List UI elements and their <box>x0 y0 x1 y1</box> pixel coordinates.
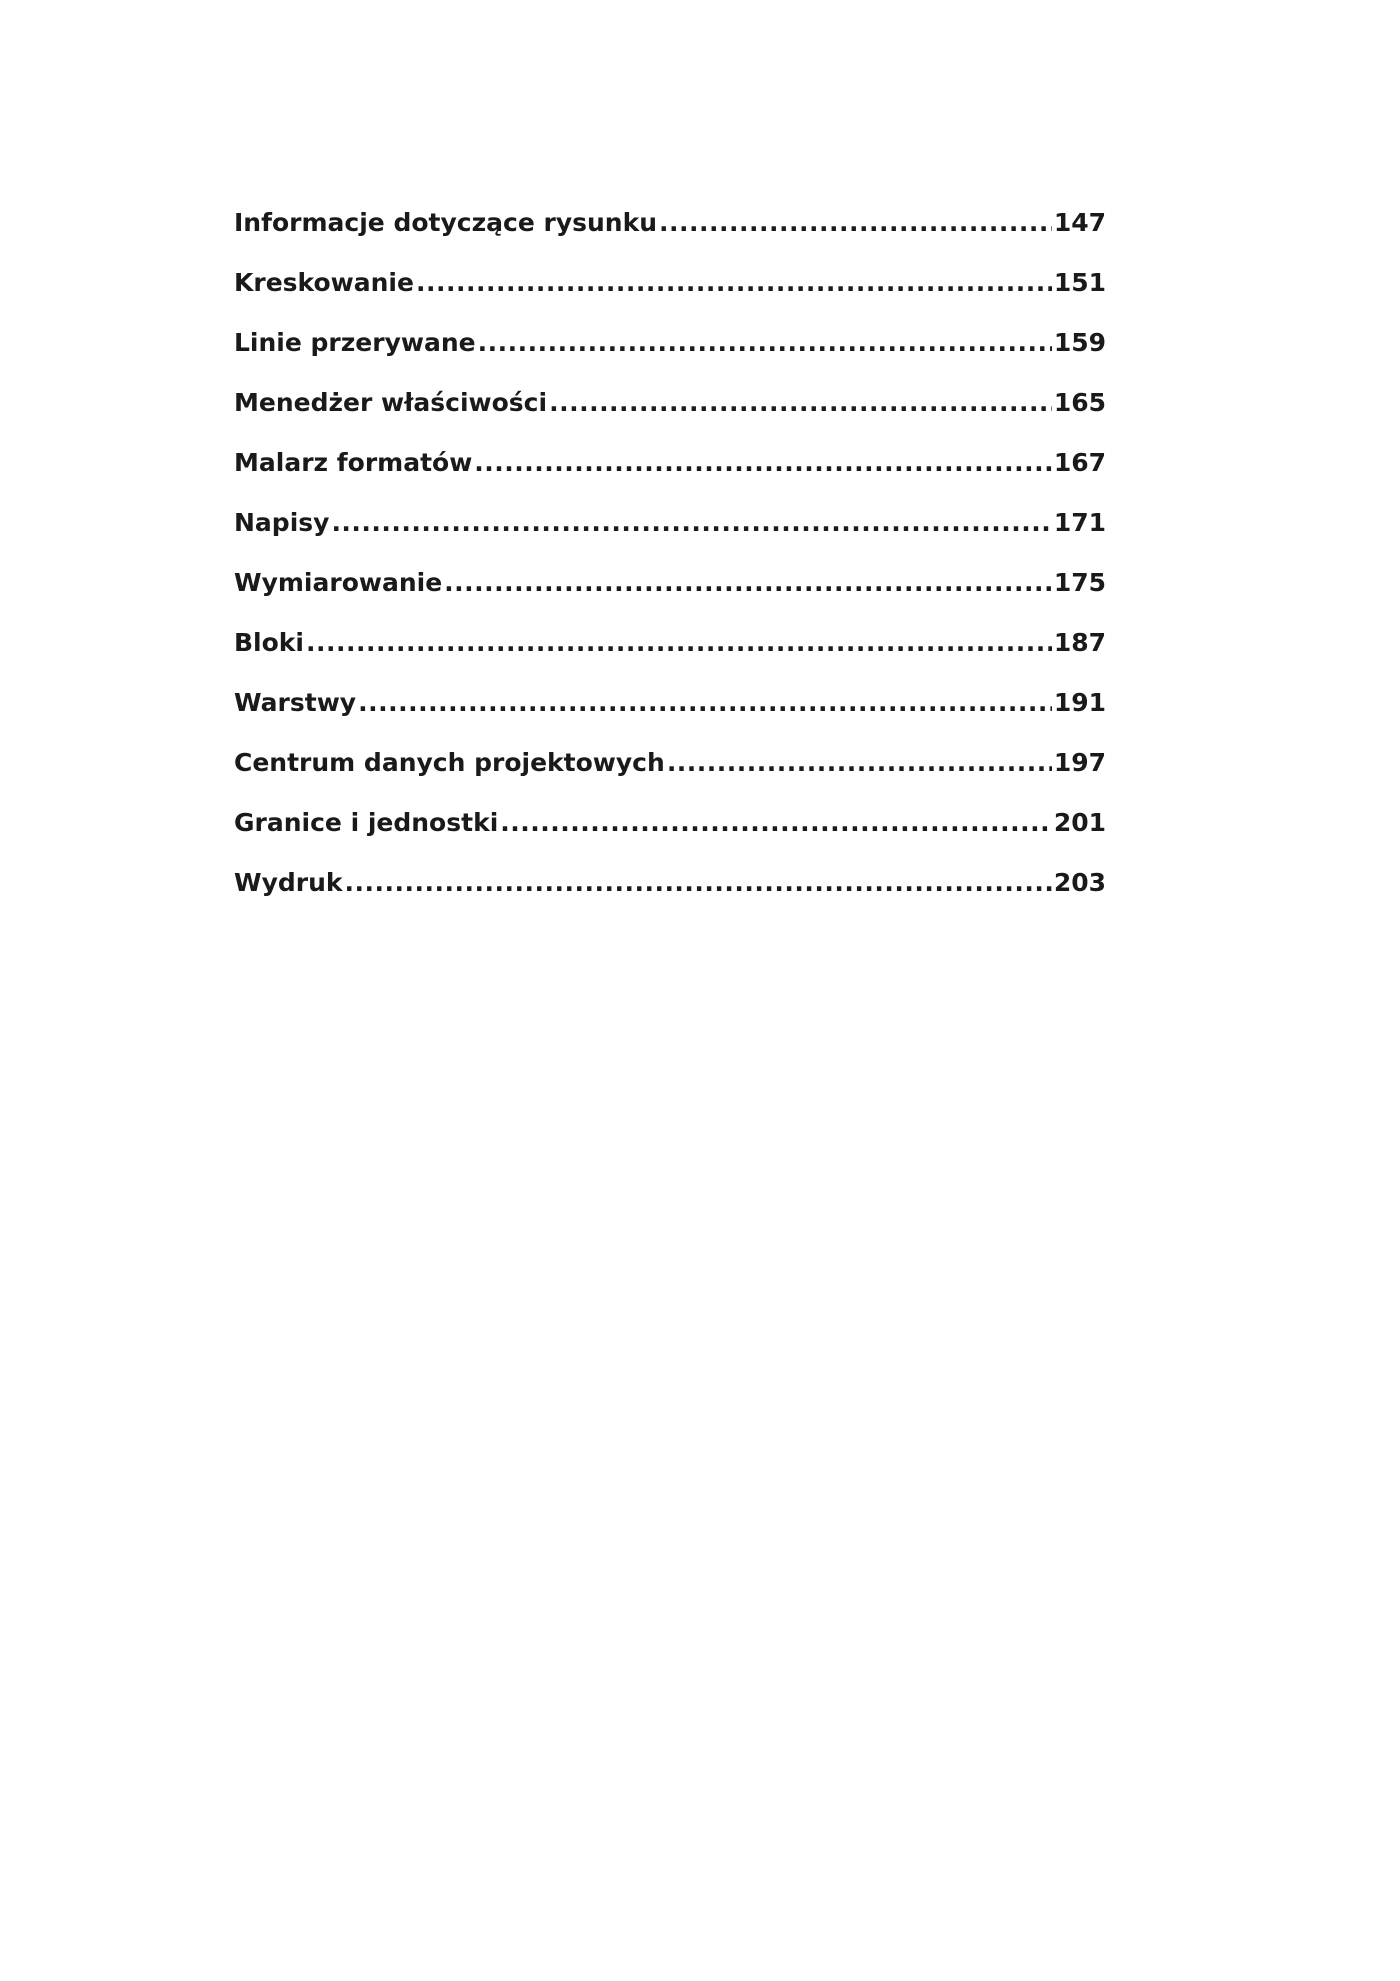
toc-entry <box>234 328 1106 388</box>
toc-dot-leader <box>474 448 1052 477</box>
toc-entry-title: Malarz formatów <box>234 448 473 477</box>
toc-entry-title: Bloki <box>234 628 304 657</box>
toc-entry-page: 187 <box>1053 628 1106 657</box>
toc-entry-title: Informacje dotyczące rysunku <box>234 208 658 237</box>
toc-dot-leader <box>500 808 1052 837</box>
toc-entry <box>234 748 1106 808</box>
toc-entry-page: 175 <box>1053 568 1106 597</box>
toc-entry <box>234 508 1106 568</box>
toc-entry-page: 201 <box>1053 808 1106 837</box>
toc-dot-leader <box>416 268 1052 297</box>
toc-entry-title: Wymiarowanie <box>234 568 443 597</box>
toc-dot-leader <box>444 568 1052 597</box>
toc-entry-page: 165 <box>1053 388 1106 417</box>
toc-entry <box>234 808 1106 868</box>
toc-entry-title: Centrum danych projektowych <box>234 748 665 777</box>
toc-entry-page: 147 <box>1053 208 1106 237</box>
toc-entry <box>234 388 1106 448</box>
toc-dot-leader <box>358 688 1052 717</box>
toc-entry <box>234 868 1106 928</box>
toc-entry-title: Granice i jednostki <box>234 808 499 837</box>
toc-entry-page: 159 <box>1053 328 1106 357</box>
toc-entry <box>234 448 1106 508</box>
toc-dot-leader <box>345 868 1052 897</box>
toc-dot-leader <box>331 508 1051 537</box>
toc-entry-page: 191 <box>1053 688 1106 717</box>
toc-entry-title: Napisy <box>234 508 330 537</box>
toc-entry <box>234 628 1106 688</box>
toc-entry-page: 167 <box>1053 448 1106 477</box>
toc-dot-leader <box>306 628 1052 657</box>
toc-dot-leader <box>478 328 1052 357</box>
toc-entry-page: 151 <box>1053 268 1106 297</box>
table-of-contents <box>234 208 1106 928</box>
toc-entry <box>234 268 1106 328</box>
toc-entry <box>234 208 1106 268</box>
toc-entry-page: 171 <box>1053 508 1106 537</box>
toc-entry-title: Warstwy <box>234 688 357 717</box>
toc-entry-page: 197 <box>1053 748 1106 777</box>
toc-entry <box>234 568 1106 628</box>
toc-entry-title: Kreskowanie <box>234 268 414 297</box>
toc-dot-leader <box>549 388 1052 417</box>
toc-dot-leader <box>667 748 1052 777</box>
toc-dot-leader <box>659 208 1052 237</box>
toc-entry <box>234 688 1106 748</box>
toc-entry-title: Menedżer właściwości <box>234 388 548 417</box>
toc-entry-title: Wydruk <box>234 868 343 897</box>
toc-entry-page: 203 <box>1053 868 1106 897</box>
toc-entry-title: Linie przerywane <box>234 328 476 357</box>
